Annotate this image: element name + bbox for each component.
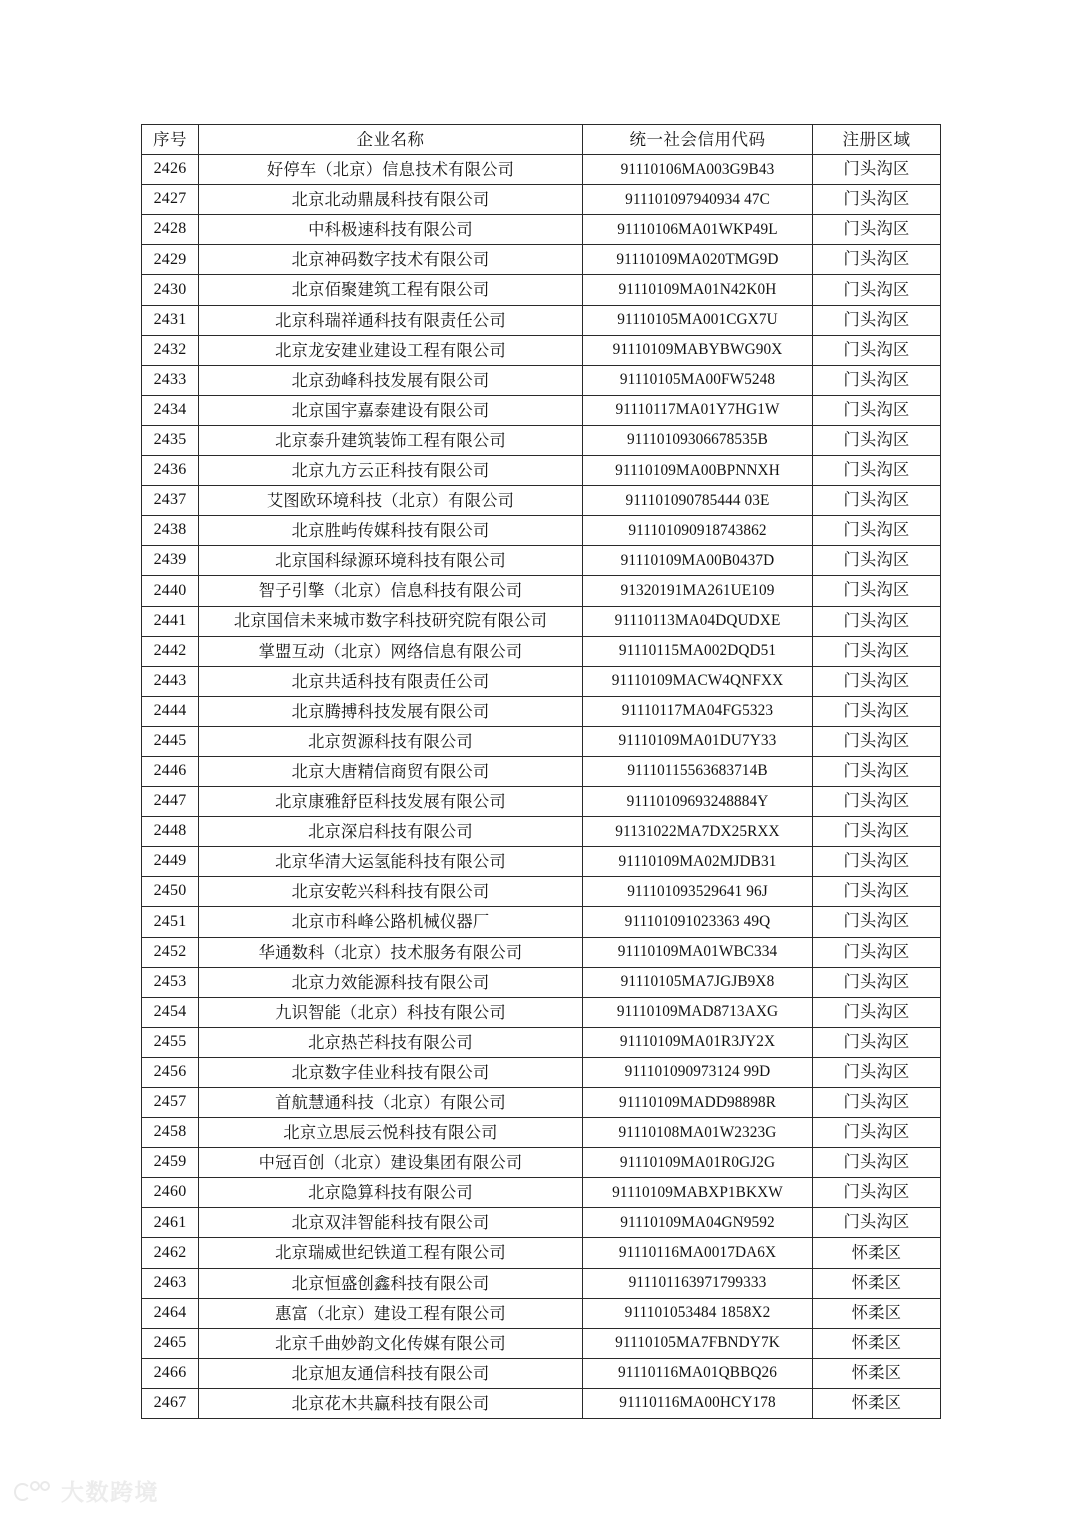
table-row <box>142 1358 941 1388</box>
cell-enterprise-name: 北京神码数字技术有限公司 <box>199 245 583 275</box>
cell-credit-code: 91110106MA01WKP49L <box>583 215 813 245</box>
table-row <box>142 275 941 305</box>
cell-sequence: 2429 <box>142 245 199 275</box>
cell-credit-code: 911101091023363 49Q <box>583 907 813 937</box>
cell-district: 门头沟区 <box>813 335 941 365</box>
cell-enterprise-name: 北京热芒科技有限公司 <box>199 1027 583 1057</box>
cell-enterprise-name: 北京胜屿传媒科技有限公司 <box>199 516 583 546</box>
cell-sequence: 2447 <box>142 787 199 817</box>
cell-district: 门头沟区 <box>813 305 941 335</box>
cell-enterprise-name: 北京花木共赢科技有限公司 <box>199 1388 583 1418</box>
table-row <box>142 305 941 335</box>
cell-district: 门头沟区 <box>813 1027 941 1057</box>
table-row <box>142 365 941 395</box>
cell-credit-code: 911101090973124 99D <box>583 1057 813 1087</box>
cell-enterprise-name: 北京国科绿源环境科技有限公司 <box>199 546 583 576</box>
cell-sequence: 2466 <box>142 1358 199 1388</box>
cell-sequence: 2464 <box>142 1298 199 1328</box>
cell-district: 门头沟区 <box>813 847 941 877</box>
cell-credit-code: 91110109MA04GN9592 <box>583 1208 813 1238</box>
cell-district: 门头沟区 <box>813 666 941 696</box>
column-header-district: 注册区域 <box>813 125 941 155</box>
cell-district: 门头沟区 <box>813 907 941 937</box>
cell-sequence: 2455 <box>142 1027 199 1057</box>
cell-enterprise-name: 北京泰升建筑装饰工程有限公司 <box>199 425 583 455</box>
cell-enterprise-name: 好停车（北京）信息技术有限公司 <box>199 155 583 185</box>
registered-enterprises-table <box>141 124 941 1419</box>
cell-enterprise-name: 北京九方云正科技有限公司 <box>199 456 583 486</box>
cell-district: 门头沟区 <box>813 576 941 606</box>
cell-district: 门头沟区 <box>813 395 941 425</box>
cell-district: 门头沟区 <box>813 817 941 847</box>
table-row <box>142 576 941 606</box>
cell-district: 门头沟区 <box>813 1088 941 1118</box>
cell-enterprise-name: 北京市科峰公路机械仪器厂 <box>199 907 583 937</box>
cell-district: 门头沟区 <box>813 997 941 1027</box>
cell-credit-code: 91110105MA7FBNDY7K <box>583 1328 813 1358</box>
cell-credit-code: 91110109MA01R3JY2X <box>583 1027 813 1057</box>
cell-enterprise-name: 北京劲峰科技发展有限公司 <box>199 365 583 395</box>
table-row <box>142 666 941 696</box>
cell-credit-code: 91110105MA7JGJB9X8 <box>583 967 813 997</box>
cell-district: 门头沟区 <box>813 787 941 817</box>
table-row <box>142 817 941 847</box>
cell-sequence: 2437 <box>142 486 199 516</box>
cell-credit-code: 91110109MA00B0437D <box>583 546 813 576</box>
cell-enterprise-name: 北京安乾兴科科技有限公司 <box>199 877 583 907</box>
cell-enterprise-name: 北京龙安建业建设工程有限公司 <box>199 335 583 365</box>
cell-sequence: 2465 <box>142 1328 199 1358</box>
cell-sequence: 2441 <box>142 606 199 636</box>
cell-enterprise-name: 北京康雅舒臣科技发展有限公司 <box>199 787 583 817</box>
cell-sequence: 2458 <box>142 1118 199 1148</box>
column-header-sequence: 序号 <box>142 125 199 155</box>
cell-credit-code: 911101053484 1858X2 <box>583 1298 813 1328</box>
cell-enterprise-name: 北京佰聚建筑工程有限公司 <box>199 275 583 305</box>
cell-sequence: 2435 <box>142 425 199 455</box>
cell-sequence: 2456 <box>142 1057 199 1087</box>
table-row <box>142 877 941 907</box>
cell-enterprise-name: 九识智能（北京）科技有限公司 <box>199 997 583 1027</box>
cell-sequence: 2438 <box>142 516 199 546</box>
cell-district: 门头沟区 <box>813 185 941 215</box>
table-row <box>142 1268 941 1298</box>
cell-sequence: 2434 <box>142 395 199 425</box>
cell-sequence: 2449 <box>142 847 199 877</box>
watermark-logo-icon <box>14 1480 54 1504</box>
column-header-enterprise-name: 企业名称 <box>199 125 583 155</box>
cell-district: 门头沟区 <box>813 1148 941 1178</box>
cell-district: 门头沟区 <box>813 275 941 305</box>
cell-district: 怀柔区 <box>813 1388 941 1418</box>
cell-district: 门头沟区 <box>813 245 941 275</box>
cell-district: 怀柔区 <box>813 1238 941 1268</box>
cell-sequence: 2467 <box>142 1388 199 1418</box>
cell-enterprise-name: 北京共适科技有限责任公司 <box>199 666 583 696</box>
cell-district: 门头沟区 <box>813 1208 941 1238</box>
cell-enterprise-name: 艾图欧环境科技（北京）有限公司 <box>199 486 583 516</box>
cell-sequence: 2448 <box>142 817 199 847</box>
cell-district: 门头沟区 <box>813 215 941 245</box>
column-header-credit-code: 统一社会信用代码 <box>583 125 813 155</box>
cell-credit-code: 91110109MA02MJDB31 <box>583 847 813 877</box>
cell-district: 门头沟区 <box>813 1057 941 1087</box>
cell-credit-code: 91110109693248884Y <box>583 787 813 817</box>
table-row <box>142 997 941 1027</box>
cell-sequence: 2428 <box>142 215 199 245</box>
cell-enterprise-name: 北京力效能源科技有限公司 <box>199 967 583 997</box>
cell-enterprise-name: 北京千曲妙韵文化传媒有限公司 <box>199 1328 583 1358</box>
table-body <box>142 155 941 1419</box>
cell-sequence: 2430 <box>142 275 199 305</box>
cell-district: 门头沟区 <box>813 155 941 185</box>
cell-sequence: 2461 <box>142 1208 199 1238</box>
cell-district: 门头沟区 <box>813 726 941 756</box>
cell-sequence: 2457 <box>142 1088 199 1118</box>
cell-district: 门头沟区 <box>813 606 941 636</box>
cell-enterprise-name: 北京隐算科技有限公司 <box>199 1178 583 1208</box>
cell-sequence: 2446 <box>142 756 199 786</box>
cell-sequence: 2433 <box>142 365 199 395</box>
cell-district: 门头沟区 <box>813 1178 941 1208</box>
cell-sequence: 2436 <box>142 456 199 486</box>
cell-sequence: 2463 <box>142 1268 199 1298</box>
cell-enterprise-name: 北京双沣智能科技有限公司 <box>199 1208 583 1238</box>
cell-credit-code: 91110109MACW4QNFXX <box>583 666 813 696</box>
cell-credit-code: 911101097940934 47C <box>583 185 813 215</box>
table-row <box>142 546 941 576</box>
table-row <box>142 1088 941 1118</box>
cell-sequence: 2460 <box>142 1178 199 1208</box>
table-row <box>142 486 941 516</box>
cell-sequence: 2450 <box>142 877 199 907</box>
table-row <box>142 1148 941 1178</box>
cell-sequence: 2426 <box>142 155 199 185</box>
table-row <box>142 1178 941 1208</box>
cell-sequence: 2431 <box>142 305 199 335</box>
cell-enterprise-name: 北京瑞威世纪铁道工程有限公司 <box>199 1238 583 1268</box>
table-row <box>142 516 941 546</box>
table-row <box>142 456 941 486</box>
table-row <box>142 606 941 636</box>
table-row <box>142 726 941 756</box>
table-row <box>142 335 941 365</box>
table-row <box>142 395 941 425</box>
cell-credit-code: 91110109MA01WBC334 <box>583 937 813 967</box>
cell-credit-code: 91110105MA00FW5248 <box>583 365 813 395</box>
cell-credit-code: 91110113MA04DQUDXE <box>583 606 813 636</box>
watermark-label: 大数跨境 <box>61 1478 159 1505</box>
table-row <box>142 1388 941 1418</box>
cell-credit-code: 91110109MABXP1BKXW <box>583 1178 813 1208</box>
cell-enterprise-name: 智子引擎（北京）信息科技有限公司 <box>199 576 583 606</box>
cell-sequence: 2445 <box>142 726 199 756</box>
cell-sequence: 2452 <box>142 937 199 967</box>
cell-district: 门头沟区 <box>813 967 941 997</box>
cell-enterprise-name: 北京国宇嘉泰建设有限公司 <box>199 395 583 425</box>
cell-credit-code: 91110109MA01N42K0H <box>583 275 813 305</box>
cell-enterprise-name: 北京腾搏科技发展有限公司 <box>199 696 583 726</box>
table-row <box>142 425 941 455</box>
cell-sequence: 2427 <box>142 185 199 215</box>
cell-enterprise-name: 中科极速科技有限公司 <box>199 215 583 245</box>
cell-enterprise-name: 北京科瑞祥通科技有限责任公司 <box>199 305 583 335</box>
cell-credit-code: 91110109MADD98898R <box>583 1088 813 1118</box>
cell-enterprise-name: 掌盟互动（北京）网络信息有限公司 <box>199 636 583 666</box>
cell-enterprise-name: 惠富（北京）建设工程有限公司 <box>199 1298 583 1328</box>
table-row <box>142 1298 941 1328</box>
cell-credit-code: 91110116MA00HCY178 <box>583 1388 813 1418</box>
table-row <box>142 907 941 937</box>
cell-enterprise-name: 华通数科（北京）技术服务有限公司 <box>199 937 583 967</box>
cell-sequence: 2453 <box>142 967 199 997</box>
table-row <box>142 245 941 275</box>
table-header <box>142 125 941 155</box>
cell-district: 门头沟区 <box>813 425 941 455</box>
table-row <box>142 1057 941 1087</box>
table-row <box>142 1027 941 1057</box>
cell-district: 怀柔区 <box>813 1268 941 1298</box>
cell-sequence: 2444 <box>142 696 199 726</box>
cell-credit-code: 91110116MA0017DA6X <box>583 1238 813 1268</box>
cell-credit-code: 91131022MA7DX25RXX <box>583 817 813 847</box>
cell-enterprise-name: 北京旭友通信科技有限公司 <box>199 1358 583 1388</box>
cell-enterprise-name: 北京数字佳业科技有限公司 <box>199 1057 583 1087</box>
cell-sequence: 2454 <box>142 997 199 1027</box>
cell-enterprise-name: 北京恒盛创鑫科技有限公司 <box>199 1268 583 1298</box>
table-row <box>142 967 941 997</box>
cell-sequence: 2432 <box>142 335 199 365</box>
cell-sequence: 2459 <box>142 1148 199 1178</box>
cell-enterprise-name: 北京立思辰云悦科技有限公司 <box>199 1118 583 1148</box>
cell-credit-code: 91320191MA261UE109 <box>583 576 813 606</box>
table-row <box>142 636 941 666</box>
cell-credit-code: 911101090785444 03E <box>583 486 813 516</box>
cell-credit-code: 91110106MA003G9B43 <box>583 155 813 185</box>
cell-sequence: 2462 <box>142 1238 199 1268</box>
cell-credit-code: 91110109306678535B <box>583 425 813 455</box>
cell-credit-code: 91110109MA020TMG9D <box>583 245 813 275</box>
cell-enterprise-name: 北京华清大运氢能科技有限公司 <box>199 847 583 877</box>
table-row <box>142 756 941 786</box>
cell-district: 怀柔区 <box>813 1358 941 1388</box>
cell-sequence: 2451 <box>142 907 199 937</box>
table-row <box>142 185 941 215</box>
cell-credit-code: 91110117MA01Y7HG1W <box>583 395 813 425</box>
cell-sequence: 2443 <box>142 666 199 696</box>
cell-district: 门头沟区 <box>813 937 941 967</box>
table-row <box>142 937 941 967</box>
cell-enterprise-name: 北京北动鼎晟科技有限公司 <box>199 185 583 215</box>
table-row <box>142 155 941 185</box>
cell-credit-code: 91110109MA00BPNNXH <box>583 456 813 486</box>
cell-credit-code: 91110105MA001CGX7U <box>583 305 813 335</box>
table-row <box>142 696 941 726</box>
cell-credit-code: 91110109MABYBWG90X <box>583 335 813 365</box>
cell-sequence: 2442 <box>142 636 199 666</box>
cell-enterprise-name: 首航慧通科技（北京）有限公司 <box>199 1088 583 1118</box>
table-header-row <box>142 125 941 155</box>
cell-enterprise-name: 北京国信未来城市数字科技研究院有限公司 <box>199 606 583 636</box>
cell-credit-code: 91110109MA01DU7Y33 <box>583 726 813 756</box>
cell-district: 门头沟区 <box>813 546 941 576</box>
cell-credit-code: 91110117MA04FG5323 <box>583 696 813 726</box>
table-row <box>142 847 941 877</box>
cell-district: 门头沟区 <box>813 456 941 486</box>
registered-enterprises-table-container <box>141 124 940 1419</box>
cell-enterprise-name: 北京贺源科技有限公司 <box>199 726 583 756</box>
cell-district: 门头沟区 <box>813 636 941 666</box>
table-row <box>142 1208 941 1238</box>
cell-district: 怀柔区 <box>813 1298 941 1328</box>
cell-district: 门头沟区 <box>813 1118 941 1148</box>
table-row <box>142 1328 941 1358</box>
cell-credit-code: 91110109MA01R0GJ2G <box>583 1148 813 1178</box>
watermark <box>14 1480 159 1504</box>
cell-credit-code: 91110115MA002DQD51 <box>583 636 813 666</box>
cell-credit-code: 91110109MAD8713AXG <box>583 997 813 1027</box>
cell-district: 门头沟区 <box>813 516 941 546</box>
cell-sequence: 2439 <box>142 546 199 576</box>
cell-district: 门头沟区 <box>813 877 941 907</box>
table-row <box>142 1118 941 1148</box>
cell-sequence: 2440 <box>142 576 199 606</box>
cell-district: 门头沟区 <box>813 486 941 516</box>
cell-credit-code: 911101093529641 96J <box>583 877 813 907</box>
cell-credit-code: 911101163971799333 <box>583 1268 813 1298</box>
table-row <box>142 1238 941 1268</box>
cell-enterprise-name: 中冠百创（北京）建设集团有限公司 <box>199 1148 583 1178</box>
cell-district: 门头沟区 <box>813 365 941 395</box>
cell-district: 门头沟区 <box>813 696 941 726</box>
table-row <box>142 215 941 245</box>
cell-credit-code: 911101090918743862 <box>583 516 813 546</box>
table-row <box>142 787 941 817</box>
cell-credit-code: 91110108MA01W2323G <box>583 1118 813 1148</box>
cell-credit-code: 91110116MA01QBBQ26 <box>583 1358 813 1388</box>
cell-enterprise-name: 北京深启科技有限公司 <box>199 817 583 847</box>
cell-district: 怀柔区 <box>813 1328 941 1358</box>
cell-enterprise-name: 北京大唐精信商贸有限公司 <box>199 756 583 786</box>
cell-credit-code: 91110115563683714B <box>583 756 813 786</box>
cell-district: 门头沟区 <box>813 756 941 786</box>
